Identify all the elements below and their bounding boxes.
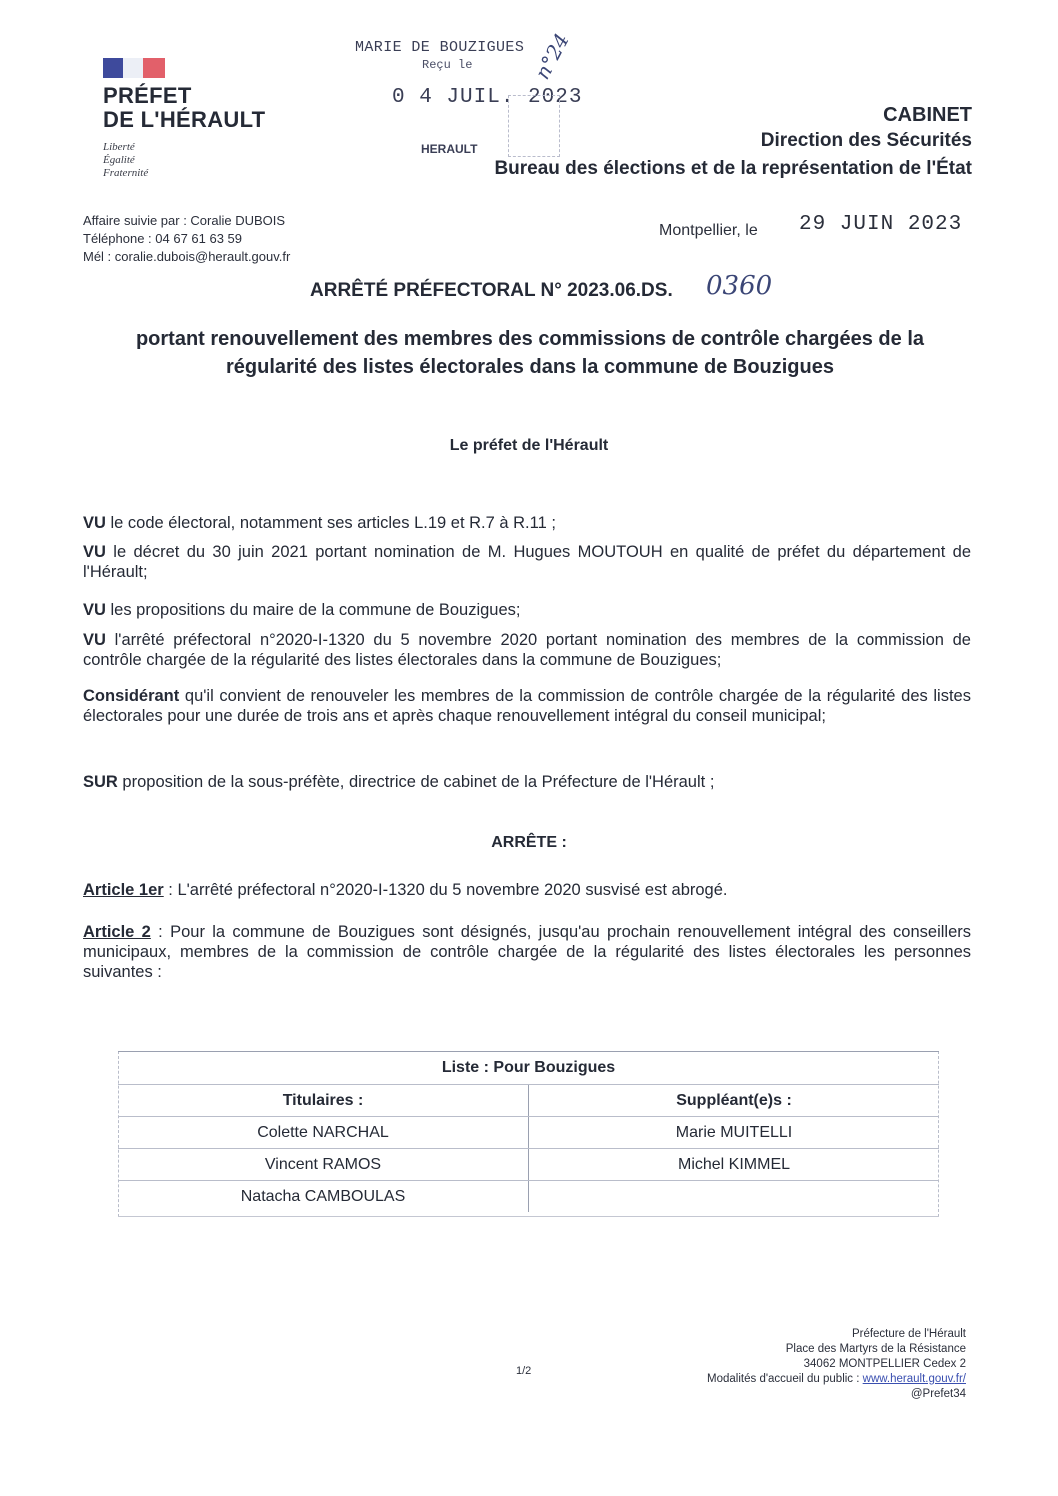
prefet-line1: PRÉFET — [103, 83, 192, 108]
devise-liberte: Liberté — [103, 141, 135, 153]
subject-line2: régularité des listes électorales dans la commune de Bouzigues — [226, 356, 834, 378]
visa-text: qu'il convient de renouveler les membres de la commission de contrôle chargée de la régularité des listes électorales pour une durée de trois ans et après chaque renouvellement intégral du conseil municipal; — [83, 687, 971, 725]
considerant-paragraph — [83, 686, 971, 726]
titulaire-cell: Natacha CAMBOULAS — [118, 1181, 529, 1212]
footer-twitter-handle: @Prefet34 — [910, 1388, 966, 1400]
article-2 — [83, 922, 971, 982]
page-number: 1/2 — [516, 1365, 532, 1377]
table-row — [118, 1116, 939, 1148]
article-text: : Pour la commune de Bouzigues sont désignés, jusqu'au prochain renouvellement intégral des conseillers municipaux, membres de la commission de contrôle chargée de la régularité des listes électorales les personnes suivantes : — [83, 923, 971, 981]
footer-accueil-label: Modalités d'accueil du public : — [707, 1373, 863, 1385]
cabinet-heading: CABINET — [883, 104, 972, 126]
article-text: : L'arrêté préfectoral n°2020-I-1320 du 5 novembre 2020 susvisé est abrogé. — [163, 881, 728, 899]
footer-address — [707, 1327, 966, 1402]
footer-line4 — [707, 1372, 966, 1387]
devise-fraternite: Fraternité — [103, 167, 149, 179]
column-header-titulaires: Titulaires : — [118, 1085, 529, 1116]
visa-paragraph — [83, 513, 971, 533]
suppleant-cell: Marie MUITELLI — [675, 1124, 793, 1141]
members-table — [118, 1051, 939, 1212]
table-bottom-border — [118, 1216, 939, 1218]
suppleant-cell: Michel KIMMEL — [677, 1156, 791, 1173]
devise — [103, 141, 148, 180]
direction-heading: Direction des Sécurités — [760, 130, 972, 151]
visa-lead: VU — [83, 514, 106, 532]
reception-stamp-date: 0 4 JUIL. 2023 — [392, 86, 583, 109]
visa-lead: VU — [83, 631, 106, 649]
visa-paragraph — [83, 630, 971, 670]
prefet-line2: DE L'HÉRAULT — [103, 107, 266, 132]
arrete-title: ARRÊTÉ PRÉFECTORAL N° 2023.06.DS. — [310, 280, 673, 301]
table-row — [118, 1148, 939, 1180]
arrete-subject — [60, 325, 1000, 381]
article-label: Article 1er — [83, 881, 164, 899]
footer-line1: Préfecture de l'Hérault — [851, 1328, 966, 1340]
visa-text: proposition de la sous-préfète, directrice de cabinet de la Préfecture de l'Hérault ; — [117, 773, 715, 791]
footer-line3: 34062 MONTPELLIER Cedex 2 — [803, 1358, 966, 1370]
devise-egalite: Égalité — [103, 154, 135, 166]
table-header-row — [118, 1084, 939, 1116]
visa-text: le décret du 30 juin 2021 portant nomination de M. Hugues MOUTOUH en qualité de préfet du département de l'Hérault; — [83, 543, 971, 581]
reception-stamp-recu: Reçu le — [422, 58, 473, 72]
arrete-label: ARRÊTE : — [491, 834, 567, 851]
article-label: Article 2 — [83, 923, 151, 941]
stamp-frame — [508, 95, 560, 157]
contact-affaire: Affaire suivie par : Coralie DUBOIS — [83, 213, 286, 228]
footer-line2: Place des Martyrs de la Résistance — [785, 1343, 966, 1355]
visa-lead: SUR — [83, 773, 118, 791]
prefet-label: Le préfet de l'Hérault — [449, 437, 609, 454]
place-label: Montpellier, le — [659, 222, 758, 239]
visa-text: l'arrêté préfectoral n°2020-I-1320 du 5 novembre 2020 portant nomination des membres de la commission de contrôle chargée de la régularité des listes électorales dans la commune de Bouzigues; — [83, 631, 971, 669]
contact-telephone: Téléphone : 04 67 61 63 59 — [83, 231, 243, 246]
bureau-heading: Bureau des élections et de la représentation de l'État — [494, 158, 972, 179]
prefet-logo-text — [103, 84, 265, 132]
column-header-suppleants: Suppléant(e)s : — [676, 1092, 792, 1109]
subject-line1: portant renouvellement des membres des commissions de contrôle chargées de la — [135, 328, 925, 350]
reception-stamp-herault: HERAULT — [421, 142, 478, 156]
visa-lead: VU — [83, 543, 106, 561]
visa-text: le code électoral, notamment ses articles L.19 et R.7 à R.11 ; — [105, 514, 556, 532]
table-title: Liste : Pour Bouzigues — [118, 1051, 939, 1084]
visa-text: les propositions du maire de la commune de Bouzigues; — [105, 601, 521, 619]
sur-paragraph — [83, 772, 971, 792]
marianne-flag-logo — [103, 58, 165, 78]
table-row — [118, 1180, 939, 1212]
handwritten-registration-number: n°24 — [530, 29, 574, 84]
article-1 — [83, 880, 971, 900]
visa-paragraph — [83, 542, 971, 582]
visa-lead: Considérant — [83, 687, 180, 705]
footer-website-link[interactable]: www.herault.gouv.fr/ — [862, 1373, 966, 1385]
reception-stamp-title: MARIE DE BOUZIGUES — [355, 39, 525, 56]
contact-email: Mél : coralie.dubois@herault.gouv.fr — [83, 249, 291, 264]
document-date: 29 JUIN 2023 — [799, 213, 963, 236]
visa-lead: VU — [83, 601, 106, 619]
contact-block — [83, 212, 290, 266]
titulaire-cell: Vincent RAMOS — [118, 1149, 529, 1180]
visa-paragraph — [83, 600, 971, 620]
arrete-number-handwritten: 0360 — [706, 271, 773, 301]
suppleant-cell — [529, 1181, 939, 1212]
titulaire-cell: Colette NARCHAL — [118, 1117, 529, 1148]
